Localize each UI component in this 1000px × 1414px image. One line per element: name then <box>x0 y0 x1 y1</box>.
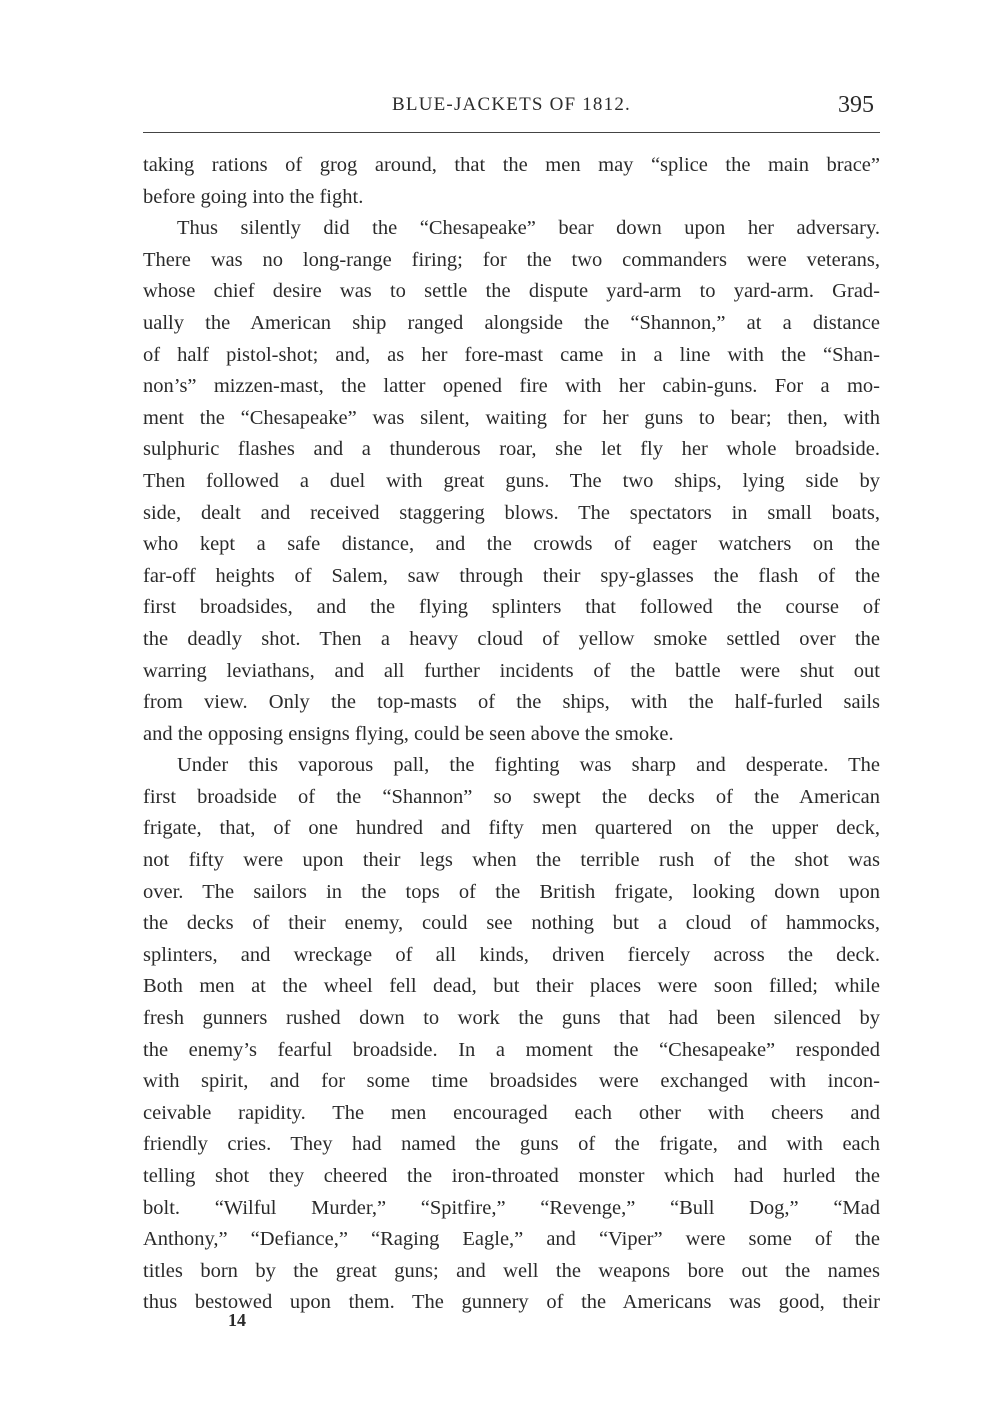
text-line: ually the American ship ranged alongside the “Shannon,” at a distance <box>143 311 880 334</box>
text-line: warring leviathans, and all further incidents of the battle were shut out <box>143 659 880 682</box>
running-title: BLUE-JACKETS OF 1812. <box>392 94 631 115</box>
text-line: Both men at the wheel fell dead, but their places were soon filled; while <box>143 975 880 998</box>
text-line: Under this vaporous pall, the fighting was sharp and desperate. The <box>177 754 880 777</box>
running-head <box>143 92 880 122</box>
text-line: thus bestowed upon them. The gunnery of the Americans was good, their <box>143 1291 880 1314</box>
text-line: friendly cries. They had named the guns of the frigate, and with each <box>143 1133 880 1156</box>
text-line: not fifty were upon their legs when the terrible rush of the shot was <box>143 849 880 872</box>
text-line: over. The sailors in the tops of the British frigate, looking down upon <box>143 880 880 903</box>
text-line: non’s” mizzen-mast, the latter opened fire with her cabin-guns. For a mo- <box>143 375 880 398</box>
text-line: far-off heights of Salem, saw through their spy-glasses the flash of the <box>143 564 880 587</box>
paragraph <box>143 150 880 213</box>
text-line: first broadsides, and the flying splinters that followed the course of <box>143 596 880 619</box>
text-line: ment the “Chesapeake” was silent, waiting for her guns to bear; then, with <box>143 406 880 429</box>
text-line: and the opposing ensigns flying, could be seen above the smoke. <box>143 722 674 745</box>
text-line: fresh gunners rushed down to work the guns that had been silenced by <box>143 1007 880 1030</box>
header-rule <box>143 132 880 133</box>
body-text <box>143 150 880 1319</box>
signature-mark: 14 <box>228 1310 246 1330</box>
text-line: telling shot they cheered the iron-throated monster which had hurled the <box>143 1165 880 1187</box>
text-line: whose chief desire was to settle the dispute yard-arm to yard-arm. Grad- <box>143 280 880 303</box>
page-number: 395 <box>838 92 874 118</box>
text-line: frigate, that, of one hundred and fifty men quartered on the upper deck, <box>143 817 880 840</box>
text-line: before going into the fight. <box>143 185 364 208</box>
text-line: Then followed a duel with great guns. The two ships, lying side by <box>143 469 880 492</box>
text-line: first broadside of the “Shannon” so swept the decks of the American <box>143 785 880 808</box>
text-line: side, dealt and received staggering blows. The spectators in small boats, <box>143 501 880 524</box>
text-line: bolt. “Wilful Murder,” “Spitfire,” “Revenge,” “Bull Dog,” “Mad <box>143 1196 880 1219</box>
text-line: with spirit, and for some time broadsides were exchanged with incon- <box>143 1070 880 1093</box>
text-line: the decks of their enemy, could see nothing but a cloud of hammocks, <box>143 912 880 935</box>
paragraph <box>143 750 880 1319</box>
text-line: Thus silently did the “Chesapeake” bear down upon her adversary. <box>177 217 880 240</box>
text-line: of half pistol-shot; and, as her fore-mast came in a line with the “Shan- <box>143 343 880 366</box>
text-line: ceivable rapidity. The men encouraged each other with cheers and <box>143 1101 880 1124</box>
text-line: the deadly shot. Then a heavy cloud of yellow smoke settled over the <box>143 627 880 650</box>
text-line: There was no long-range firing; for the two commanders were veterans, <box>143 248 880 271</box>
text-line: Anthony,” “Defiance,” “Raging Eagle,” and “Viper” were some of the <box>143 1228 880 1251</box>
text-line: titles born by the great guns; and well the weapons bore out the names <box>143 1259 880 1282</box>
text-line: from view. Only the top-masts of the ships, with the half-furled sails <box>143 691 880 714</box>
paragraph <box>143 213 880 750</box>
text-line: splinters, and wreckage of all kinds, driven fiercely across the deck. <box>143 943 880 966</box>
text-line: taking rations of grog around, that the men may “splice the main brace” <box>143 154 880 176</box>
text-line: the enemy’s fearful broadside. In a moment the “Chesapeake” responded <box>143 1038 880 1061</box>
text-line: sulphuric flashes and a thunderous roar, she let fly her whole broadside. <box>143 438 880 461</box>
text-line: who kept a safe distance, and the crowds of eager watchers on the <box>143 533 880 556</box>
